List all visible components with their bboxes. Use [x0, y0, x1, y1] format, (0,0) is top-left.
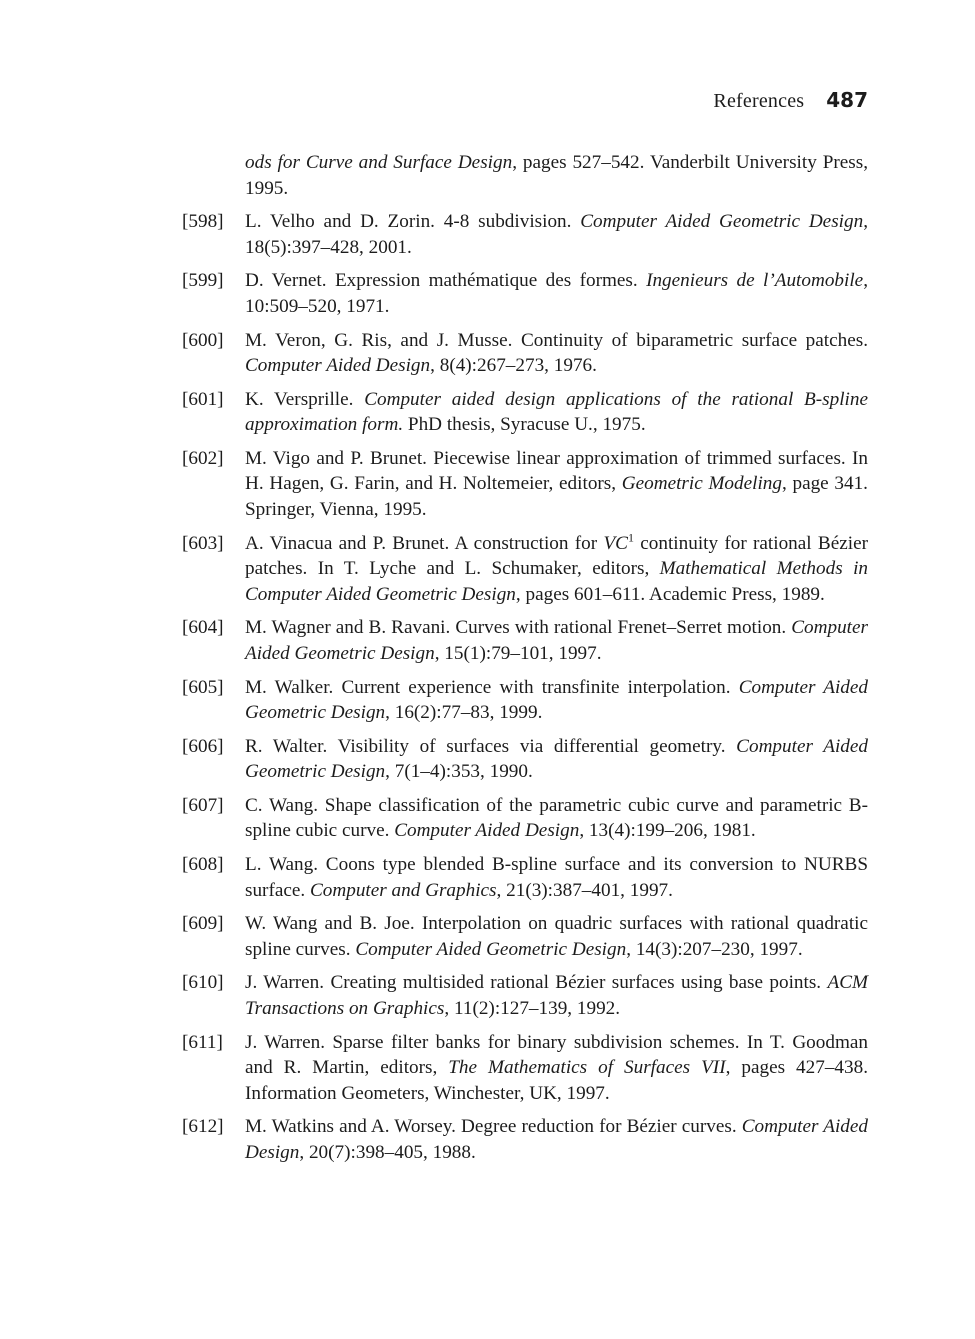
reference-text [245, 736, 868, 783]
reference-plain-text: , 16(2):77–83, 1999. [385, 702, 543, 723]
reference-plain-text: , pages 527–542. Vanderbilt University Press, 1995. [245, 152, 868, 199]
reference-plain-text: R. Walter. Visibility of surfaces via differential geometry. [245, 735, 737, 757]
reference-entry [182, 1114, 868, 1165]
reference-text [245, 617, 868, 664]
reference-plain-text: M. Veron, G. Ris, and J. Musse. Continuity of biparametric surface patches. [245, 329, 868, 351]
reference-number: [607] [182, 794, 224, 816]
reference-plain-text: , 18(5):397–428, 2001. [245, 211, 868, 258]
reference-text [245, 795, 868, 842]
reference-number: [600] [182, 329, 224, 351]
reference-plain-text: , 14(3):207–230, 1997. [626, 938, 803, 960]
reference-text [245, 677, 868, 724]
reference-plain-text: PhD thesis, Syracuse U., 1975. [403, 414, 646, 436]
reference-italic-text: Ingenieurs de l’Automobile [646, 270, 864, 292]
page-number: 487 [826, 88, 868, 112]
reference-italic-text: Mathematical Methods in Computer Aided Geometric Design [245, 558, 868, 605]
reference-plain-text: M. Walker. Current experience with transfinite interpolation. [245, 676, 739, 698]
reference-plain-text: continuity for rational Bézier patches. In T. Lyche and L. Schumaker, editors, [245, 532, 868, 580]
reference-number: [599] [182, 270, 224, 292]
reference-italic-text: Computer Aided Geometric Design [245, 735, 868, 783]
reference-italic-text: The Mathematics of Surfaces VII [448, 1057, 726, 1079]
reference-italic-text: Computer aided design applications of the rational B-spline approximation form. [245, 388, 868, 436]
reference-italic-text: ods for Curve and Surface Design [245, 152, 513, 173]
reference-plain-text: L. Wang. Coons type blended B-spline surface and its conversion to NURBS surface. [245, 854, 868, 901]
reference-text [245, 270, 868, 317]
reference-entry [182, 150, 868, 201]
reference-entry [182, 675, 868, 726]
running-head [713, 88, 868, 113]
reference-text [245, 972, 868, 1019]
reference-entry [182, 970, 868, 1021]
reference-entry [182, 531, 868, 608]
reference-plain-text: M. Wagner and B. Ravani. Curves with rational Frenet–Serret motion. [245, 617, 792, 639]
reference-plain-text: M. Watkins and A. Worsey. Degree reduction for Bézier curves. [245, 1116, 742, 1138]
reference-number: [601] [182, 388, 224, 410]
reference-italic-text: Computer Aided Design [245, 355, 431, 377]
reference-list [182, 150, 868, 1174]
reference-text [245, 530, 868, 605]
reference-entry [182, 793, 868, 844]
reference-entry [182, 268, 868, 319]
reference-number: [610] [182, 972, 224, 994]
reference-plain-text: , 21(3):387–401, 1997. [496, 879, 673, 901]
reference-italic-text: Computer Aided Design [394, 820, 580, 842]
reference-entry [182, 615, 868, 666]
reference-text [245, 854, 868, 901]
reference-plain-text: K. Versprille. [245, 388, 365, 410]
reference-entry [182, 734, 868, 785]
reference-italic-text: Computer Aided Geometric Design [245, 617, 868, 664]
reference-plain-text: M. Vigo and P. Brunet. Piecewise linear approximation of trimmed surfaces. In H. Hagen, G. Farin, and H. Noltemeier, editors, [245, 447, 868, 495]
reference-italic-text: Computer Aided Design [245, 1116, 868, 1163]
running-title: References [713, 90, 805, 112]
reference-plain-text: , 13(4):199–206, 1981. [579, 820, 756, 842]
reference-plain-text: , pages 427–438. Information Geometers, Winchester, UK, 1997. [245, 1057, 868, 1104]
reference-number: [608] [182, 854, 224, 876]
reference-entry [182, 387, 868, 438]
reference-number: [611] [182, 1031, 223, 1053]
reference-number: [603] [182, 532, 224, 554]
reference-number: [604] [182, 617, 224, 639]
reference-number: [606] [182, 735, 224, 757]
reference-entry [182, 446, 868, 523]
reference-plain-text: , 10:509–520, 1971. [245, 270, 868, 317]
reference-plain-text: D. Vernet. Expression mathématique des formes. [245, 270, 647, 292]
reference-entry [182, 209, 868, 260]
reference-number: [609] [182, 913, 224, 935]
reference-number: [602] [182, 447, 224, 469]
reference-plain-text: A. Vinacua and P. Brunet. A construction for [245, 532, 604, 554]
reference-entry [182, 911, 868, 962]
reference-italic-text: Computer Aided Geometric Design [580, 211, 864, 233]
reference-plain-text: , 8(4):267–273, 1976. [430, 355, 597, 377]
reference-superscript: 1 [627, 530, 634, 545]
reference-plain-text: J. Warren. Creating multisided rational Bézier surfaces using base points. [245, 972, 828, 994]
reference-plain-text: , pages 601–611. Academic Press, 1989. [515, 583, 825, 605]
reference-italic-text: Computer Aided Geometric Design [355, 938, 627, 960]
reference-plain-text: , 11(2):127–139, 1992. [444, 997, 621, 1019]
reference-italic-text: ACM Transactions on Graphics [245, 972, 868, 1019]
reference-italic-text: VC [603, 532, 628, 554]
reference-text [245, 330, 868, 377]
reference-text [245, 389, 868, 436]
reference-text [245, 1032, 868, 1104]
reference-plain-text: L. Velho and D. Zorin. 4-8 subdivision. [245, 211, 581, 233]
reference-italic-text: Computer and Graphics [309, 879, 497, 901]
reference-entry [182, 328, 868, 379]
reference-plain-text: , 20(7):398–405, 1988. [299, 1141, 476, 1163]
reference-entry [182, 1030, 868, 1107]
reference-plain-text: C. Wang. Shape classification of the parametric cubic curve and parametric B-spline cubic curve. [245, 794, 868, 842]
reference-entry [182, 852, 868, 903]
reference-text [245, 211, 868, 258]
reference-plain-text: W. Wang and B. Joe. Interpolation on quadric surfaces with rational quadratic spline curves. [245, 913, 868, 960]
reference-italic-text: Computer Aided Geometric Design [245, 676, 868, 723]
reference-number: [605] [182, 676, 224, 698]
reference-plain-text: , page 341. Springer, Vienna, 1995. [245, 473, 868, 520]
reference-text [245, 152, 868, 199]
reference-number: [598] [182, 211, 224, 233]
reference-plain-text: J. Warren. Sparse filter banks for binary subdivision schemes. In T. Goodman and R. Martin, editors, [245, 1031, 868, 1079]
reference-italic-text: Geometric Modeling [621, 473, 782, 495]
reference-plain-text: , 15(1):79–101, 1997. [434, 642, 602, 664]
reference-text [245, 448, 868, 520]
reference-text [245, 1116, 868, 1163]
reference-text [245, 913, 868, 960]
reference-number: [612] [182, 1116, 224, 1138]
reference-plain-text: , 7(1–4):353, 1990. [385, 761, 533, 783]
